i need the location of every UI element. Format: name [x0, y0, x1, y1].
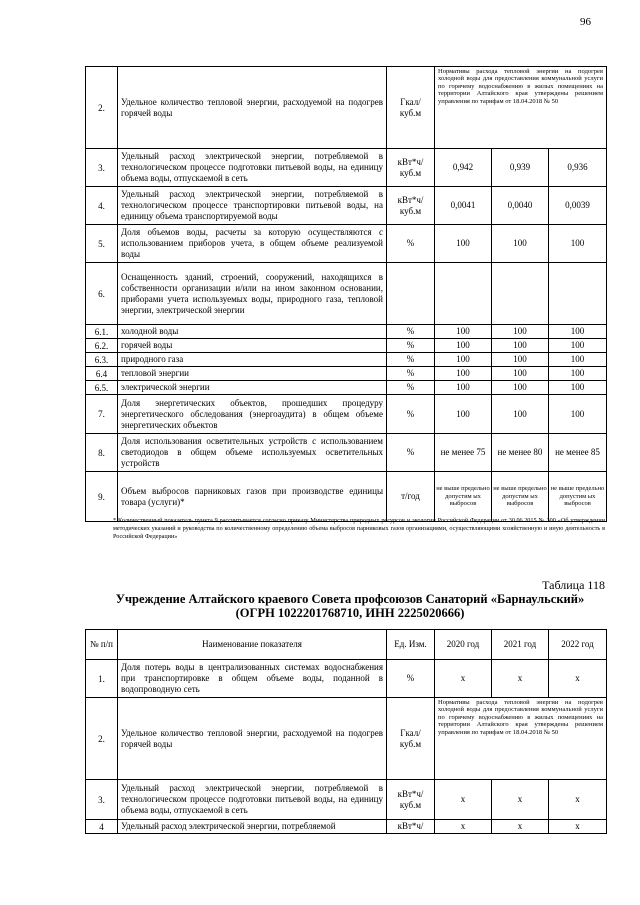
- indicator-name: Доля энергетических объектов, прошедших процедуру энергетического обследования (энергоаудита) в общем объеме энергетических объектов: [118, 395, 387, 434]
- value-2021: 0,0040: [492, 187, 549, 225]
- value-2020: [435, 263, 492, 325]
- header-num: № п/п: [86, 630, 118, 660]
- table-row: [86, 820, 607, 834]
- indicator-name: Доля потерь воды в централизованных системах водоснабжения при транспортировке в общем объеме воды, поданной в водопроводную сеть: [118, 660, 387, 698]
- row-number: 6.: [86, 263, 118, 325]
- value-2022: 0,0039: [549, 187, 607, 225]
- value-2022: не выше предельно допустим ых выбросов: [549, 472, 607, 522]
- value-2022: 0,936: [549, 149, 607, 187]
- value-2021: х: [492, 660, 549, 698]
- indicator-name: Объем выбросов парниковых газов при производстве единицы товара (услуги)*: [118, 472, 387, 522]
- indicator-name: Оснащенность зданий, строений, сооружений, находящихся в собственности организации и/или на ином законном основании, приборами учета используемых воды, природного газа, тепловой энергии, электрической энергии: [118, 263, 387, 325]
- value-2021: не выше предельно допустим ых выбросов: [492, 472, 549, 522]
- page-number: 96: [580, 16, 591, 28]
- header-2021: 2021 год: [492, 630, 549, 660]
- unit: Гкал/ куб.м: [387, 698, 435, 780]
- indicator-name: Удельный расход электрической энергии, потребляемой в технологическом процессе подготовки питьевой воды, на единицу объема воды, отпускаемой в сеть: [118, 780, 387, 820]
- indicators-table-118: [85, 629, 607, 834]
- row-number: 2.: [86, 67, 118, 149]
- table-row: [86, 395, 607, 434]
- row-number: 4: [86, 820, 118, 834]
- table-row: [86, 263, 607, 325]
- unit: кВт*ч/ куб.м: [387, 780, 435, 820]
- table-row: [86, 780, 607, 820]
- row-number: 8.: [86, 434, 118, 472]
- normative-note: Нормативы расхода тепловой энергии на подогрев холодной воды для предоставления коммунальной услуги по горячему водоснабжению в жилых помещениях на территории Алтайского края утверждены решением управления по тарифам от 18.04.2018 № 50: [435, 698, 607, 780]
- value-2022: [549, 263, 607, 325]
- row-number: 3.: [86, 780, 118, 820]
- table-row: [86, 353, 607, 367]
- value-2020: не менее 75: [435, 434, 492, 472]
- row-number: 4.: [86, 187, 118, 225]
- normative-note: Нормативы расхода тепловой энергии на подогрев холодной воды для предоставления коммунальной услуги по горячему водоснабжению в жилых помещениях на территории Алтайского края утверждены решением управления по тарифам от 18.04.2018 № 50: [435, 67, 607, 149]
- value-2021: не менее 80: [492, 434, 549, 472]
- indicator-name: Удельное количество тепловой энергии, расходуемой на подогрев горячей воды: [118, 698, 387, 780]
- table-row: [86, 367, 607, 381]
- table-row: [86, 660, 607, 698]
- indicator-name: Удельный расход электрической энергии, потребляемой: [118, 820, 387, 834]
- value-2022: 100: [549, 339, 607, 353]
- row-number: 6.4: [86, 367, 118, 381]
- value-2020: 100: [435, 339, 492, 353]
- table-row: [86, 67, 607, 149]
- value-2022: 100: [549, 325, 607, 339]
- row-number: 6.2.: [86, 339, 118, 353]
- table-row: [86, 187, 607, 225]
- value-2021: 100: [492, 367, 549, 381]
- indicator-name: Удельный расход электрической энергии, потребляемой в технологическом процессе подготовки питьевой воды, на единицу объема воды, отпускаемой в сеть: [118, 149, 387, 187]
- value-2021: 100: [492, 353, 549, 367]
- indicators-table-continued: [85, 66, 607, 522]
- value-2020: 100: [435, 325, 492, 339]
- indicator-name: Удельный расход электрической энергии, потребляемой в технологическом процессе транспортировки питьевой воды, на единицу объема транспортируемой воды: [118, 187, 387, 225]
- value-2022: 100: [549, 381, 607, 395]
- value-2020: 100: [435, 225, 492, 263]
- value-2021: 100: [492, 381, 549, 395]
- header-2020: 2020 год: [435, 630, 492, 660]
- header-unit: Ед. Изм.: [387, 630, 435, 660]
- table-row: [86, 698, 607, 780]
- value-2022: 100: [549, 395, 607, 434]
- table-row: [86, 381, 607, 395]
- indicator-name: Удельное количество тепловой энергии, расходуемой на подогрев горячей воды: [118, 67, 387, 149]
- indicator-name: природного газа: [118, 353, 387, 367]
- value-2021: 100: [492, 339, 549, 353]
- table-header-row: [86, 630, 607, 660]
- value-2021: [492, 263, 549, 325]
- value-2022: х: [549, 820, 607, 834]
- value-2020: 0,0041: [435, 187, 492, 225]
- unit: %: [387, 367, 435, 381]
- value-2020: 0,942: [435, 149, 492, 187]
- value-2022: х: [549, 660, 607, 698]
- value-2020: 100: [435, 381, 492, 395]
- value-2021: 100: [492, 395, 549, 434]
- unit: т/год: [387, 472, 435, 522]
- table-title: Учреждение Алтайского краевого Совета профсоюзов Санаторий «Барнаульский»: [115, 592, 585, 606]
- unit: %: [387, 339, 435, 353]
- table-subtitle: (ОГРН 1022201768710, ИНН 2225020666): [235, 606, 465, 620]
- footnote: * Количественный показатель пункта 9 рассчитывается согласно приказу Министерства природных ресурсов и экологии Российской Федерации от 30.06.2015 № 300 «Об утверждении методических указаний и руководства по количественному определению объема выбросов парниковых газов организациями, осуществляющими хозяйственную и иную деятельность в Российской Федерации»: [113, 517, 605, 541]
- header-name: Наименование показателя: [118, 630, 387, 660]
- value-2022: 100: [549, 367, 607, 381]
- indicator-name: Доля объемов воды, расчеты за которую осуществляются с использованием приборов учета, в общем объеме реализуемой воды: [118, 225, 387, 263]
- value-2021: 100: [492, 225, 549, 263]
- value-2020: 100: [435, 353, 492, 367]
- indicator-name: электрической энергии: [118, 381, 387, 395]
- value-2022: х: [549, 780, 607, 820]
- table-row: [86, 225, 607, 263]
- value-2021: 100: [492, 325, 549, 339]
- unit: %: [387, 434, 435, 472]
- indicator-name: горячей воды: [118, 339, 387, 353]
- row-number: 9.: [86, 472, 118, 522]
- unit: кВт*ч/ куб.м: [387, 149, 435, 187]
- row-number: 1.: [86, 660, 118, 698]
- value-2020: х: [435, 660, 492, 698]
- header-2022: 2022 год: [549, 630, 607, 660]
- table-row: [86, 434, 607, 472]
- value-2020: не выше предельно допустим ых выбросов: [435, 472, 492, 522]
- unit: %: [387, 660, 435, 698]
- row-number: 7.: [86, 395, 118, 434]
- table-row: [86, 325, 607, 339]
- row-number: 6.5.: [86, 381, 118, 395]
- table-row: [86, 472, 607, 522]
- value-2020: 100: [435, 367, 492, 381]
- table-label: Таблица 118: [542, 578, 605, 592]
- value-2020: х: [435, 780, 492, 820]
- value-2021: х: [492, 780, 549, 820]
- unit: кВт*ч/: [387, 820, 435, 834]
- unit: %: [387, 381, 435, 395]
- unit: кВт*ч/ куб.м: [387, 187, 435, 225]
- table-row: [86, 149, 607, 187]
- value-2022: 100: [549, 353, 607, 367]
- row-number: 6.3.: [86, 353, 118, 367]
- value-2021: 0,939: [492, 149, 549, 187]
- unit: %: [387, 225, 435, 263]
- row-number: 3.: [86, 149, 118, 187]
- unit: %: [387, 395, 435, 434]
- row-number: 6.1.: [86, 325, 118, 339]
- value-2021: х: [492, 820, 549, 834]
- row-number: 2.: [86, 698, 118, 780]
- unit: %: [387, 353, 435, 367]
- table-row: [86, 339, 607, 353]
- value-2022: 100: [549, 225, 607, 263]
- unit: %: [387, 325, 435, 339]
- indicator-name: холодной воды: [118, 325, 387, 339]
- indicator-name: тепловой энергии: [118, 367, 387, 381]
- value-2020: х: [435, 820, 492, 834]
- row-number: 5.: [86, 225, 118, 263]
- indicator-name: Доля использования осветительных устройств с использованием светодиодов в общем объеме используемых осветительных устройств: [118, 434, 387, 472]
- value-2020: 100: [435, 395, 492, 434]
- unit: [387, 263, 435, 325]
- unit: Гкал/ куб.м: [387, 67, 435, 149]
- value-2022: не менее 85: [549, 434, 607, 472]
